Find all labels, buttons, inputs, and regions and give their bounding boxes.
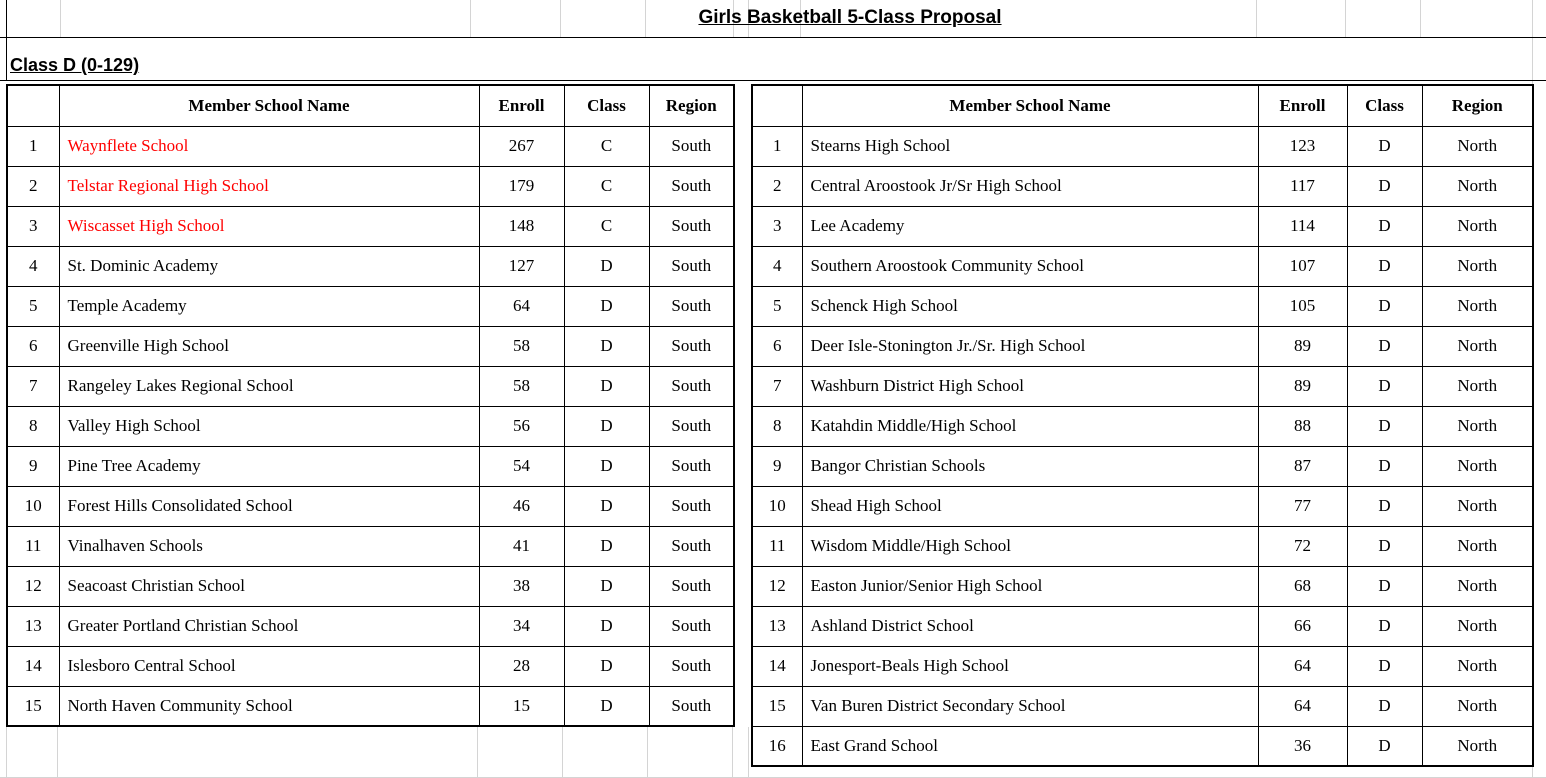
class-cell[interactable]: D: [1347, 566, 1422, 606]
row-number-cell[interactable]: 14: [752, 646, 802, 686]
region-cell[interactable]: South: [649, 606, 734, 646]
enroll-cell[interactable]: 64: [1258, 646, 1347, 686]
region-cell[interactable]: North: [1422, 646, 1533, 686]
class-header[interactable]: Class: [564, 85, 649, 126]
school-name-cell[interactable]: St. Dominic Academy: [59, 246, 479, 286]
enroll-cell[interactable]: 15: [479, 686, 564, 726]
table-row: [7, 566, 734, 606]
table-row: [7, 406, 734, 446]
class-cell[interactable]: D: [564, 446, 649, 486]
school-name-cell[interactable]: North Haven Community School: [59, 686, 479, 726]
table-row: [752, 206, 1533, 246]
class-cell[interactable]: D: [1347, 246, 1422, 286]
table-row: [752, 646, 1533, 686]
enroll-cell[interactable]: 34: [479, 606, 564, 646]
school-name-cell[interactable]: Telstar Regional High School: [59, 166, 479, 206]
region-header[interactable]: Region: [1422, 85, 1533, 126]
region-cell[interactable]: South: [649, 446, 734, 486]
region-cell[interactable]: South: [649, 566, 734, 606]
class-cell[interactable]: D: [564, 566, 649, 606]
row-number-cell[interactable]: 6: [7, 326, 59, 366]
enroll-cell[interactable]: 58: [479, 326, 564, 366]
table-row: [752, 566, 1533, 606]
row-number-cell[interactable]: 14: [7, 646, 59, 686]
school-name-header[interactable]: Member School Name: [59, 85, 479, 126]
class-cell[interactable]: D: [1347, 166, 1422, 206]
row-number-cell[interactable]: 8: [752, 406, 802, 446]
enroll-cell[interactable]: 89: [1258, 326, 1347, 366]
region-cell[interactable]: North: [1422, 566, 1533, 606]
row-number-cell[interactable]: 10: [7, 486, 59, 526]
school-name-cell[interactable]: Rangeley Lakes Regional School: [59, 366, 479, 406]
corner-cell[interactable]: [752, 85, 802, 126]
class-cell[interactable]: D: [1347, 446, 1422, 486]
cell-border: [0, 80, 1546, 81]
region-cell[interactable]: South: [649, 526, 734, 566]
region-cell[interactable]: North: [1422, 726, 1533, 766]
region-cell[interactable]: North: [1422, 406, 1533, 446]
class-cell[interactable]: D: [1347, 686, 1422, 726]
class-cell[interactable]: D: [1347, 526, 1422, 566]
cell-border: [6, 0, 7, 81]
class-header[interactable]: Class: [1347, 85, 1422, 126]
school-name-cell[interactable]: Ashland District School: [802, 606, 1258, 646]
class-cell[interactable]: D: [1347, 126, 1422, 166]
class-cell[interactable]: D: [564, 646, 649, 686]
enroll-cell[interactable]: 54: [479, 446, 564, 486]
enroll-cell[interactable]: 105: [1258, 286, 1347, 326]
enroll-cell[interactable]: 117: [1258, 166, 1347, 206]
enroll-cell[interactable]: 28: [479, 646, 564, 686]
header-row: [7, 85, 734, 126]
school-name-cell[interactable]: Easton Junior/Senior High School: [802, 566, 1258, 606]
north-region-table: [751, 84, 1534, 767]
enroll-cell[interactable]: 64: [479, 286, 564, 326]
class-cell[interactable]: D: [564, 686, 649, 726]
table-row: [7, 646, 734, 686]
table-row: [752, 326, 1533, 366]
table-row: [7, 326, 734, 366]
enroll-header[interactable]: Enroll: [1258, 85, 1347, 126]
region-cell[interactable]: South: [649, 646, 734, 686]
region-cell[interactable]: North: [1422, 246, 1533, 286]
school-name-cell[interactable]: Greater Portland Christian School: [59, 606, 479, 646]
school-name-cell[interactable]: Katahdin Middle/High School: [802, 406, 1258, 446]
row-number-cell[interactable]: 1: [7, 126, 59, 166]
row-number-cell[interactable]: 3: [7, 206, 59, 246]
school-name-cell[interactable]: Wiscasset High School: [59, 206, 479, 246]
row-number-cell[interactable]: 6: [752, 326, 802, 366]
enroll-cell[interactable]: 64: [1258, 686, 1347, 726]
school-name-cell[interactable]: Vinalhaven Schools: [59, 526, 479, 566]
class-cell[interactable]: D: [1347, 286, 1422, 326]
school-name-cell[interactable]: Bangor Christian Schools: [802, 446, 1258, 486]
school-name-cell[interactable]: Lee Academy: [802, 206, 1258, 246]
school-name-cell[interactable]: Central Aroostook Jr/Sr High School: [802, 166, 1258, 206]
row-number-cell[interactable]: 2: [7, 166, 59, 206]
region-cell[interactable]: South: [649, 126, 734, 166]
row-number-cell[interactable]: 7: [7, 366, 59, 406]
school-name-cell[interactable]: Pine Tree Academy: [59, 446, 479, 486]
region-cell[interactable]: North: [1422, 126, 1533, 166]
region-cell[interactable]: North: [1422, 286, 1533, 326]
enroll-cell[interactable]: 179: [479, 166, 564, 206]
school-name-cell[interactable]: Wisdom Middle/High School: [802, 526, 1258, 566]
table-row: [7, 246, 734, 286]
gridline: [60, 0, 61, 37]
enroll-cell[interactable]: 127: [479, 246, 564, 286]
table-row: [752, 366, 1533, 406]
region-cell[interactable]: North: [1422, 486, 1533, 526]
table-row: [752, 166, 1533, 206]
region-cell[interactable]: North: [1422, 686, 1533, 726]
region-cell[interactable]: South: [649, 326, 734, 366]
region-cell[interactable]: South: [649, 166, 734, 206]
row-number-cell[interactable]: 10: [752, 486, 802, 526]
school-name-cell[interactable]: Forest Hills Consolidated School: [59, 486, 479, 526]
school-name-cell[interactable]: Temple Academy: [59, 286, 479, 326]
school-name-cell[interactable]: Seacoast Christian School: [59, 566, 479, 606]
table-row: [7, 526, 734, 566]
enroll-cell[interactable]: 72: [1258, 526, 1347, 566]
table-row: [752, 486, 1533, 526]
class-cell[interactable]: D: [1347, 486, 1422, 526]
table-row: [7, 606, 734, 646]
school-name-cell[interactable]: Waynflete School: [59, 126, 479, 166]
region-cell[interactable]: North: [1422, 206, 1533, 246]
class-cell[interactable]: D: [1347, 646, 1422, 686]
region-cell[interactable]: South: [649, 406, 734, 446]
row-number-cell[interactable]: 15: [7, 686, 59, 726]
class-cell[interactable]: C: [564, 126, 649, 166]
class-cell[interactable]: D: [564, 486, 649, 526]
region-cell[interactable]: South: [649, 246, 734, 286]
class-cell[interactable]: D: [564, 526, 649, 566]
region-cell[interactable]: North: [1422, 526, 1533, 566]
school-name-cell[interactable]: Jonesport-Beals High School: [802, 646, 1258, 686]
gridline: [748, 727, 749, 777]
enroll-cell[interactable]: 36: [1258, 726, 1347, 766]
row-number-cell[interactable]: 16: [752, 726, 802, 766]
region-cell[interactable]: North: [1422, 446, 1533, 486]
table-row: [7, 166, 734, 206]
class-cell[interactable]: D: [564, 606, 649, 646]
table-row: [7, 686, 734, 726]
table-row: [752, 446, 1533, 486]
enroll-cell[interactable]: 41: [479, 526, 564, 566]
gridline: [6, 727, 7, 777]
school-name-cell[interactable]: East Grand School: [802, 726, 1258, 766]
table-row: [7, 286, 734, 326]
enroll-cell[interactable]: 58: [479, 366, 564, 406]
school-name-cell[interactable]: Washburn District High School: [802, 366, 1258, 406]
school-name-cell[interactable]: Valley High School: [59, 406, 479, 446]
table-row: [752, 606, 1533, 646]
class-cell[interactable]: C: [564, 166, 649, 206]
row-number-cell[interactable]: 7: [752, 366, 802, 406]
enroll-cell[interactable]: 46: [479, 486, 564, 526]
school-name-header[interactable]: Member School Name: [802, 85, 1258, 126]
header-row: [752, 85, 1533, 126]
gridline: [732, 727, 733, 777]
enroll-cell[interactable]: 77: [1258, 486, 1347, 526]
enroll-cell[interactable]: 114: [1258, 206, 1347, 246]
row-number-cell[interactable]: 11: [7, 526, 59, 566]
school-name-cell[interactable]: Deer Isle-Stonington Jr./Sr. High School: [802, 326, 1258, 366]
table-row: [752, 526, 1533, 566]
corner-cell[interactable]: [7, 85, 59, 126]
enroll-cell[interactable]: 66: [1258, 606, 1347, 646]
class-cell[interactable]: D: [1347, 366, 1422, 406]
south-region-table: [6, 84, 735, 727]
row-number-cell[interactable]: 8: [7, 406, 59, 446]
row-number-cell[interactable]: 5: [752, 286, 802, 326]
class-cell[interactable]: D: [564, 406, 649, 446]
row-number-cell[interactable]: 13: [7, 606, 59, 646]
school-name-cell[interactable]: Van Buren District Secondary School: [802, 686, 1258, 726]
row-number-cell[interactable]: 9: [7, 446, 59, 486]
row-number-cell[interactable]: 3: [752, 206, 802, 246]
class-cell[interactable]: D: [564, 286, 649, 326]
class-cell[interactable]: D: [1347, 406, 1422, 446]
table-row: [752, 686, 1533, 726]
class-cell[interactable]: D: [1347, 726, 1422, 766]
region-cell[interactable]: North: [1422, 166, 1533, 206]
row-number-cell[interactable]: 13: [752, 606, 802, 646]
row-number-cell[interactable]: 12: [752, 566, 802, 606]
section-header[interactable]: Class D (0-129): [10, 55, 140, 75]
school-name-cell[interactable]: Greenville High School: [59, 326, 479, 366]
table-row: [752, 286, 1533, 326]
region-cell[interactable]: North: [1422, 366, 1533, 406]
table-row: [752, 406, 1533, 446]
cell-border: [0, 37, 1546, 38]
class-cell[interactable]: D: [1347, 326, 1422, 366]
region-cell[interactable]: South: [649, 366, 734, 406]
row-number-cell[interactable]: 5: [7, 286, 59, 326]
region-cell[interactable]: South: [649, 486, 734, 526]
enroll-cell[interactable]: 56: [479, 406, 564, 446]
region-cell[interactable]: South: [649, 686, 734, 726]
row-number-cell[interactable]: 11: [752, 526, 802, 566]
gridline: [57, 727, 58, 777]
page-title[interactable]: Girls Basketball 5-Class Proposal: [698, 7, 1002, 28]
class-cell[interactable]: D: [1347, 206, 1422, 246]
region-cell[interactable]: North: [1422, 326, 1533, 366]
table-row: [7, 366, 734, 406]
school-name-cell[interactable]: Schenck High School: [802, 286, 1258, 326]
enroll-cell[interactable]: 87: [1258, 446, 1347, 486]
region-cell[interactable]: North: [1422, 606, 1533, 646]
region-cell[interactable]: South: [649, 286, 734, 326]
enroll-cell[interactable]: 107: [1258, 246, 1347, 286]
row-number-cell[interactable]: 2: [752, 166, 802, 206]
enroll-cell[interactable]: 123: [1258, 126, 1347, 166]
row-number-cell[interactable]: 4: [7, 246, 59, 286]
table-row: [7, 486, 734, 526]
table-row: [7, 206, 734, 246]
table-row: [752, 126, 1533, 166]
table-row: [752, 726, 1533, 766]
school-name-cell[interactable]: Southern Aroostook Community School: [802, 246, 1258, 286]
table-row: [7, 126, 734, 166]
enroll-cell[interactable]: 68: [1258, 566, 1347, 606]
gridline: [647, 727, 648, 777]
class-cell[interactable]: D: [564, 246, 649, 286]
class-cell[interactable]: C: [564, 206, 649, 246]
table-row: [752, 246, 1533, 286]
enroll-cell[interactable]: 267: [479, 126, 564, 166]
school-name-cell[interactable]: Islesboro Central School: [59, 646, 479, 686]
region-cell[interactable]: South: [649, 206, 734, 246]
table-row: [7, 446, 734, 486]
class-cell[interactable]: D: [564, 366, 649, 406]
enroll-header[interactable]: Enroll: [479, 85, 564, 126]
school-name-cell[interactable]: Stearns High School: [802, 126, 1258, 166]
enroll-cell[interactable]: 89: [1258, 366, 1347, 406]
gridline: [562, 727, 563, 777]
class-cell[interactable]: D: [1347, 606, 1422, 646]
class-cell[interactable]: D: [564, 326, 649, 366]
row-number-cell[interactable]: 9: [752, 446, 802, 486]
school-name-cell[interactable]: Shead High School: [802, 486, 1258, 526]
row-number-cell[interactable]: 1: [752, 126, 802, 166]
row-number-cell[interactable]: 15: [752, 686, 802, 726]
enroll-cell[interactable]: 88: [1258, 406, 1347, 446]
region-header[interactable]: Region: [649, 85, 734, 126]
row-number-cell[interactable]: 12: [7, 566, 59, 606]
enroll-cell[interactable]: 148: [479, 206, 564, 246]
row-number-cell[interactable]: 4: [752, 246, 802, 286]
enroll-cell[interactable]: 38: [479, 566, 564, 606]
gridline: [477, 727, 478, 777]
